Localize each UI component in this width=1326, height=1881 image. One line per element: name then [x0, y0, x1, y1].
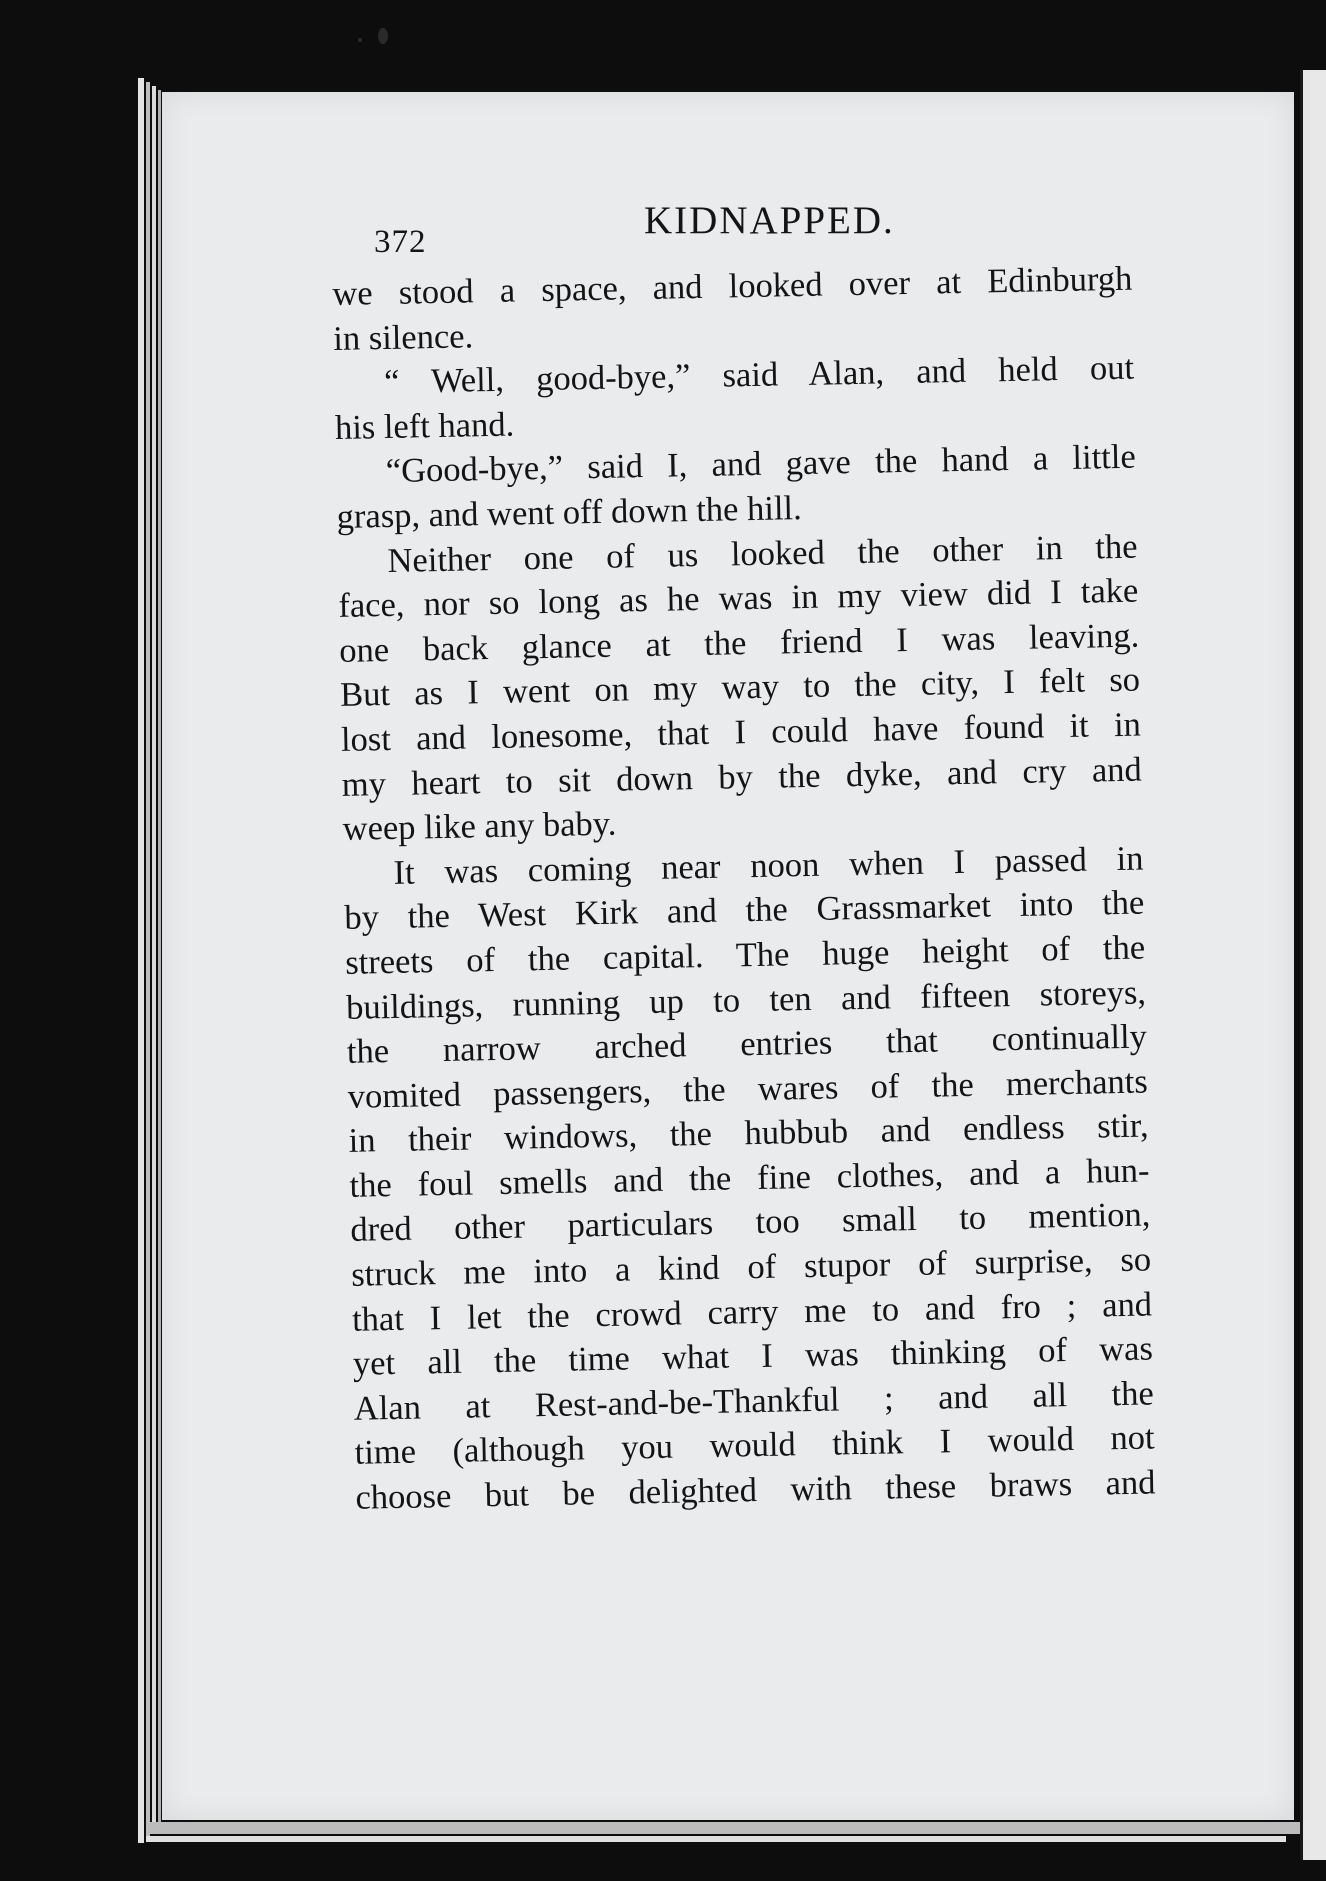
text-line: But as I went on my way to the city, I felt so — [339, 660, 1141, 715]
page-edge — [152, 86, 156, 1831]
text-line: “ Well, good-bye,” said Alan, and held out — [383, 348, 1135, 402]
text-line: we stood a space, and looked over at Edinburgh — [332, 259, 1133, 313]
text-line: “Good-bye,” said I, and gave the hand a little — [385, 437, 1137, 491]
text-line: streets of the capital. The huge height of the — [344, 928, 1146, 982]
text-line: in silence. — [332, 316, 474, 358]
text-line: yet all the time what I was thinking of was — [352, 1329, 1154, 1384]
text-line: dred other particulars too small to mention, — [350, 1195, 1151, 1250]
text-line: Neither one of us looked the other in the — [387, 527, 1138, 580]
book-page — [162, 92, 1294, 1820]
page-edge-bottom — [146, 1836, 1286, 1842]
facing-page-edge — [1300, 70, 1326, 1860]
text-line: by the West Kirk and the Grassmarket into the — [344, 883, 1145, 938]
text-line: It was coming near noon when I passed in — [393, 839, 1144, 892]
text-line: grasp, and went off down the hill. — [336, 488, 803, 536]
page-edge-bottom — [150, 1822, 1300, 1834]
text-line: my heart to sit down by the dyke, and cry and — [341, 750, 1143, 804]
text-line: Alan at Rest-and-be-Thankful ; and all the — [353, 1374, 1155, 1428]
text-line: vomited passengers, the wares of the merchants — [347, 1062, 1149, 1116]
text-line: the foul smells and the fine clothes, and a hun- — [349, 1151, 1150, 1205]
text-line: buildings, running up to ten and fifteen storeys, — [345, 973, 1147, 1027]
text-line: struck me into a kind of stupor of surprise, so — [350, 1240, 1152, 1294]
text-line: choose but be delighted with these braws and — [355, 1463, 1156, 1517]
running-title: KIDNAPPED. — [644, 199, 895, 242]
text-line: in their windows, the hubbub and endless stir, — [348, 1106, 1149, 1161]
scan-speck — [378, 28, 388, 44]
text-line: face, nor so long as he was in my view did I take — [338, 571, 1139, 626]
page-number: 372 — [374, 224, 427, 260]
page-edge — [146, 82, 150, 1837]
text-line: one back glance at the friend I was leaving. — [338, 616, 1140, 670]
text-line: weep like any baby. — [342, 804, 617, 849]
scan-speck — [358, 38, 362, 42]
text-line: the narrow arched entries that continually — [346, 1017, 1148, 1071]
text-line: time (although you would think I would not — [354, 1418, 1155, 1473]
text-line: his left hand. — [334, 405, 515, 447]
text-line: that I let the crowd carry me to and fro ; and — [351, 1285, 1153, 1339]
body-text — [332, 257, 1156, 1521]
page-edge — [138, 78, 144, 1843]
page-edge — [158, 90, 161, 1830]
text-line: lost and lonesome, that I could have found it in — [340, 705, 1142, 759]
